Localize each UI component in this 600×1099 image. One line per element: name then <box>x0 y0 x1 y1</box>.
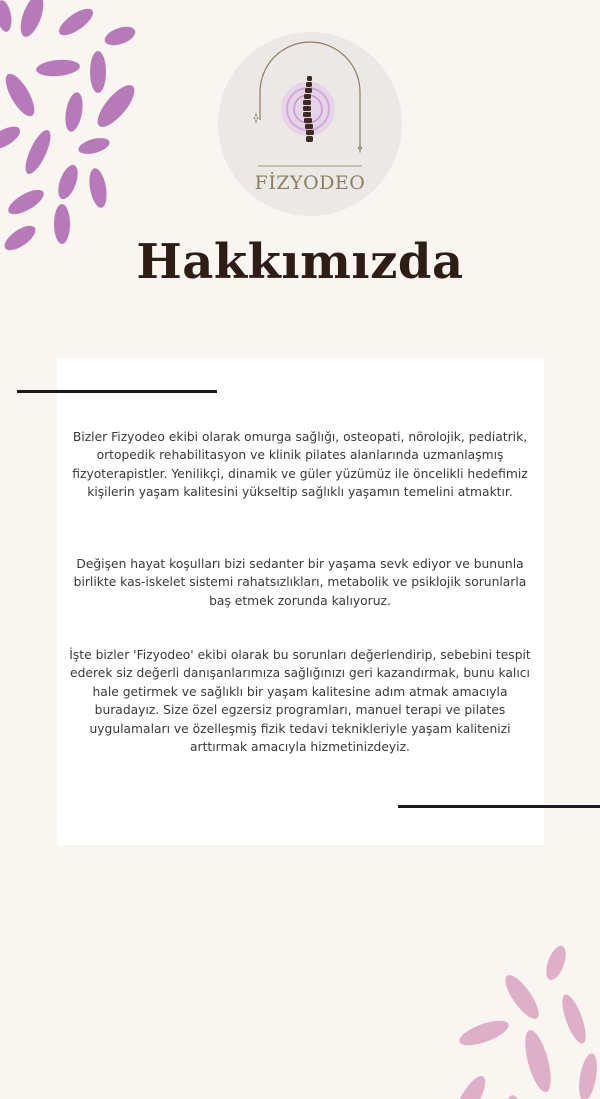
petals-bottom-icon <box>450 919 600 1099</box>
about-paragraph-3: İşte bizler 'Fizyodeo' ekibi olarak bu sorunları değerlendirip, sebebini tespit ederek siz değerli danışanlarımıza sağlığınızı geri kazandırmak, bunu kalıcı hale getirmek ve sağlıklı bir yaşam kalitesine adım atmak amacıyla buradayız. Size özel egzersiz programları, manuel terapi ve pilates uygulamaları ve özelleşmiş fizik tedavi teknikleriyle yaşam kalitenizi arttırmak amacıyla hizmetinizdeyiz. <box>69 648 531 755</box>
divider-bottom <box>398 805 600 808</box>
about-paragraph-1: Bizler Fizyodeo ekibi olarak omurga sağlığı, osteopati, nörolojik, pediatrik, ortopedik rehabilitasyon ve klinik pilates alanlarında uzmanlaşmış fizyoterapistler. Yenilikçi, dinamik ve güler yüzümüz ile öncelikli hedefimiz kişilerin yaşam kalitesini yükseltip sağlıklı yaşamın temelini atmaktır. <box>72 430 528 500</box>
brand-logo <box>218 32 402 216</box>
petals-top-icon <box>0 0 160 260</box>
divider-top <box>17 390 217 393</box>
page-title: Hakkımızda <box>136 234 464 290</box>
logo-text: FİZYODEO <box>254 172 366 194</box>
about-paragraph-2: Değişen hayat koşulları bizi sedanter bir yaşama sevk ediyor ve bununla birlikte kas-iskelet sistemi rahatsızlıkları, metabolik ve psiklojik sorunlarla baş etmek zorunda kalıyoruz. <box>73 557 527 608</box>
